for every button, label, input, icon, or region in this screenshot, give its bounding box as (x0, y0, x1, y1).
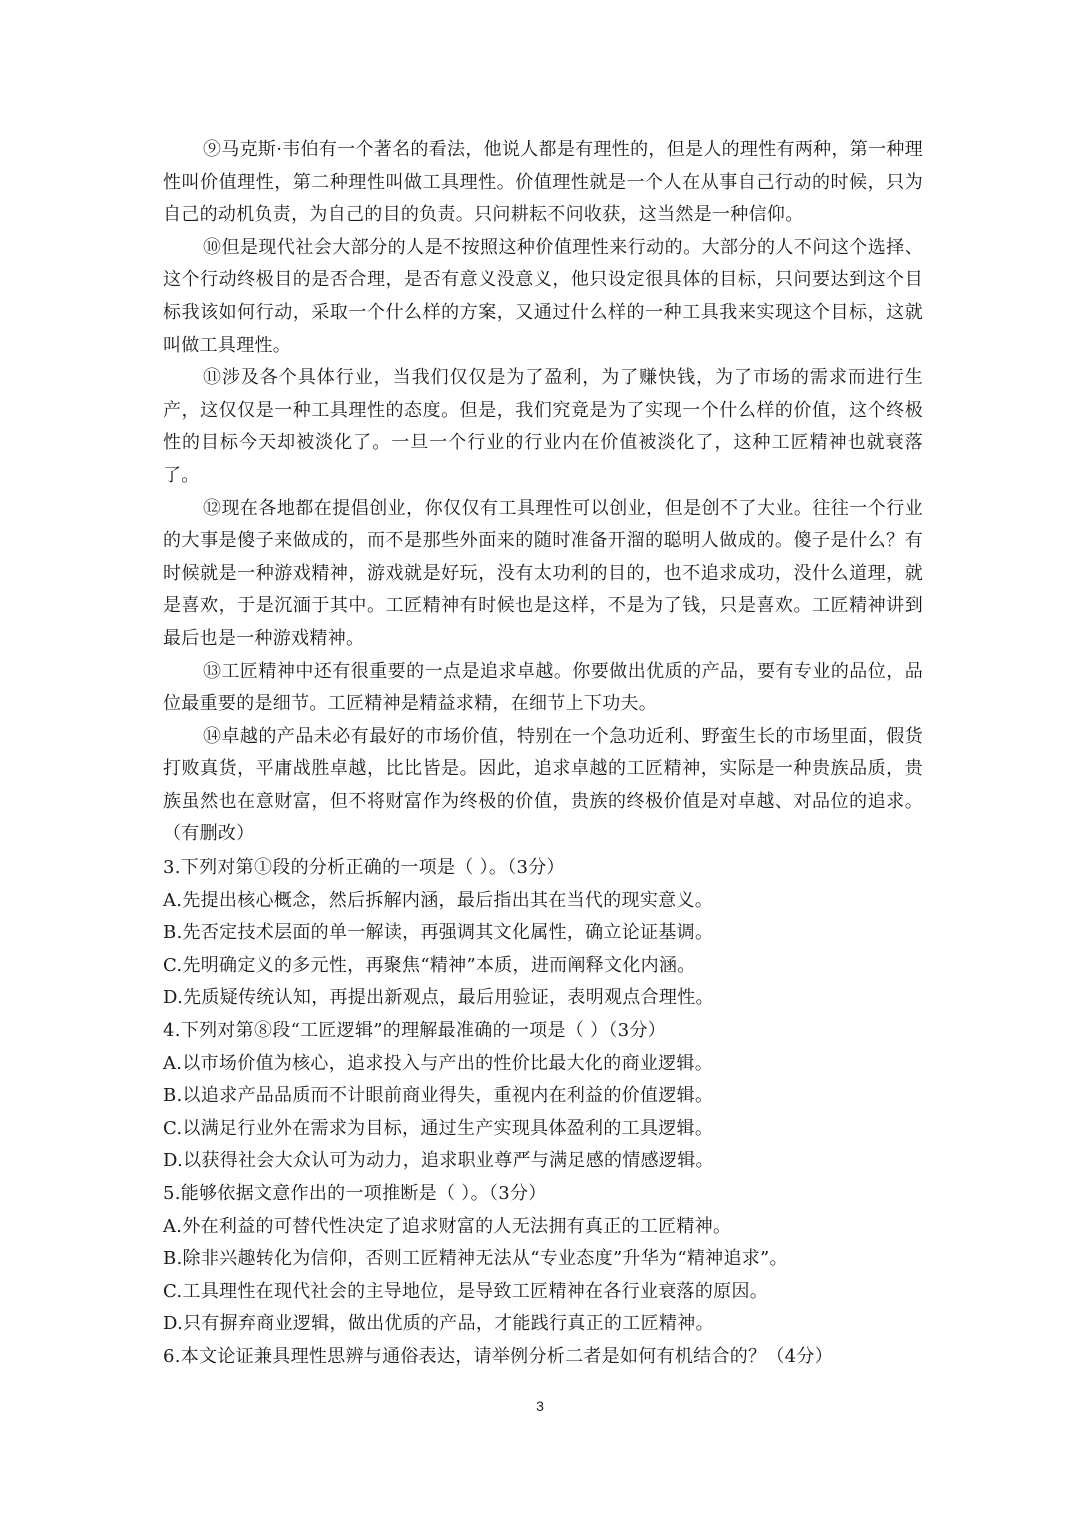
option-c: C.以满足行业外在需求为目标，通过生产实现具体盈利的工具逻辑。 (163, 1117, 714, 1139)
paragraph-12: ⑫现在各地都在提倡创业，你仅仅有工具理性可以创业，但是创不了大业。往往一个行业的大事是傻子来做成的，而不是那些外面来的随时准备开溜的聪明人做成的。傻子是什么？有时候就是一种游戏精神，游戏就是好玩，没有太功利的目的，也不追求成功，没什么道理，就是喜欢，于是沉湎于其中。工匠精神有时候也是这样，不是为了钱，只是喜欢。工匠精神讲到最后也是一种游戏精神。 (163, 497, 923, 649)
option-d: D.只有摒弃商业逻辑，做出优质的产品，才能践行真正的工匠精神。 (163, 1313, 714, 1335)
page-number: 3 (536, 1398, 544, 1414)
question-stem: 5.能够依据文意作出的一项推断是（ ）。（3分） (163, 1182, 547, 1204)
option-c: C.先明确定义的多元性，再聚焦“精神”本质，进而阐释文化内涵。 (163, 954, 696, 976)
paragraph-13: ⑬工匠精神中还有很重要的一点是追求卓越。你要做出优质的产品，要有专业的品位，品位最重要的是细节。工匠精神是精益求精，在细节上下功夫。 (163, 660, 923, 715)
option-a: A.外在利益的可替代性决定了追求财富的人无法拥有真正的工匠精神。 (163, 1215, 732, 1237)
option-c: C.工具理性在现代社会的主导地位，是导致工匠精神在各行业衰落的原因。 (163, 1280, 769, 1302)
paragraph-11: ⑪涉及各个具体行业，当我们仅仅是为了盈利，为了赚快钱，为了市场的需求而进行生产，这仅仅是一种工具理性的态度。但是，我们究竟是为了实现一个什么样的价值，这个终极性的目标今天却被淡化了。一旦一个行业的行业内在价值被淡化了，这种工匠精神也就衰落了。 (163, 367, 923, 486)
question-5 (163, 1178, 923, 1341)
option-d: D.先质疑传统认知，再提出新观点，最后用验证，表明观点合理性。 (163, 987, 714, 1009)
question-stem: 3.下列对第①段的分析正确的一项是（ ）。（3分） (163, 857, 565, 878)
paragraph-10: ⑩但是现代社会大部分的人是不按照这种价值理性来行动的。大部分的人不问这个选择、这个行动终极目的是否合理，是否有意义没意义，他只设定很具体的目标，只问要达到这个目标我该如何行动，采取一个什么样的方案，又通过什么样的一种工具我来实现这个目标，这就叫做工具理性。 (163, 236, 923, 356)
option-b: B.以追求产品品质而不计眼前商业得失，重视内在利益的价值逻辑。 (163, 1085, 714, 1107)
option-a: A.先提出核心概念，然后拆解内涵，最后指出其在当代的现实意义。 (163, 889, 714, 911)
question-3 (163, 852, 923, 1015)
option-d: D.以获得社会大众认可为动力，追求职业尊严与满足感的情感逻辑。 (163, 1150, 714, 1172)
option-b: B.除非兴趣转化为信仰，否则工匠精神无法从“专业态度”升华为“精神追求”。 (163, 1248, 788, 1270)
question-list (163, 852, 923, 1374)
option-b: B.先否定技术层面的单一解读，再强调其文化属性，确立论证基调。 (163, 922, 714, 944)
paragraph-14: ⑭卓越的产品未必有最好的市场价值，特别在一个急功近利、野蛮生长的市场里面，假货打败真货，平庸战胜卓越，比比皆是。因此，追求卓越的工匠精神，实际是一种贵族品质，贵族虽然也在意财富，但不将财富作为终极的价值，贵族的终极价值是对卓越、对品位的追求。（有删改） (163, 725, 923, 845)
option-a: A.以市场价值为核心，追求投入与产出的性价比最大化的商业逻辑。 (163, 1052, 714, 1074)
question-6 (163, 1341, 923, 1374)
question-stem: 4.下列对第⑧段“工匠逻辑”的理解最准确的一项是（ ）（3分） (163, 1019, 667, 1041)
question-stem: 6.本文论证兼具理性思辨与通俗表达，请举例分析二者是如何有机结合的？（4分） (163, 1345, 834, 1367)
question-4 (163, 1015, 923, 1178)
reading-passage (163, 134, 923, 851)
paragraph-9: ⑨马克斯·韦伯有一个著名的看法，他说人都是有理性的，但是人的理性有两种，第一种理性叫价值理性，第二种理性叫做工具理性。价值理性就是一个人在从事自己行动的时候，只为自己的动机负责，为自己的目的负责。只问耕耘不问收获，这当然是一种信仰。 (163, 139, 923, 226)
